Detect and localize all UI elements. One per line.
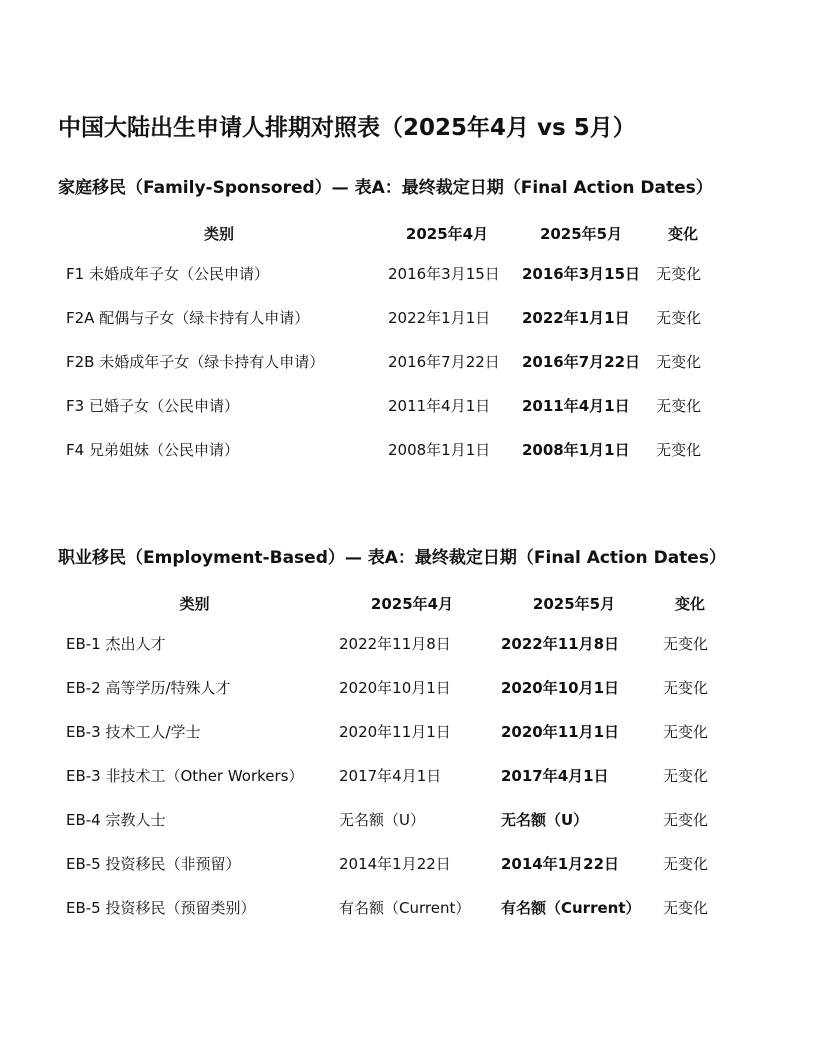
table-row <box>58 427 718 471</box>
april-date-cell: 2020年10月1日 <box>339 678 451 697</box>
table-row <box>58 383 718 427</box>
april-date-cell: 2020年11月1日 <box>339 722 451 741</box>
may-date-cell: 2011年4月1日 <box>522 396 630 415</box>
table-row <box>58 295 718 339</box>
may-date-cell: 有名额（Current） <box>501 898 641 917</box>
table-row <box>58 885 725 929</box>
category-cell: F2B 未婚成年子女（绿卡持有人申请） <box>66 352 325 371</box>
table-row <box>58 621 725 665</box>
april-date-cell: 2008年1月1日 <box>388 440 491 459</box>
column-header-april: 2025年4月 <box>370 594 454 613</box>
may-date-cell: 2016年3月15日 <box>522 264 641 283</box>
april-date-cell: 2014年1月22日 <box>339 854 451 873</box>
april-date-cell: 无名额（U） <box>339 810 425 829</box>
table-row <box>58 339 718 383</box>
table-row <box>58 665 725 709</box>
document-page <box>58 108 758 929</box>
family-section-heading: 家庭移民（Family-Sponsored）— 表A：最终裁定日期（Final Action Dates） <box>58 178 713 198</box>
column-header-may: 2025年5月 <box>539 224 623 243</box>
column-header-april: 2025年4月 <box>405 224 489 243</box>
april-date-cell: 2011年4月1日 <box>388 396 491 415</box>
change-cell: 无变化 <box>663 722 709 741</box>
category-cell: F2A 配偶与子女（绿卡持有人申请） <box>66 308 310 327</box>
change-cell: 无变化 <box>656 352 702 371</box>
table-header-row <box>58 215 718 251</box>
april-date-cell: 2017年4月1日 <box>339 766 442 785</box>
may-date-cell: 2008年1月1日 <box>522 440 630 459</box>
may-date-cell: 无名额（U） <box>501 810 589 829</box>
employment-table <box>58 585 725 929</box>
category-cell: F4 兄弟姐妹（公民申请） <box>66 440 239 459</box>
category-cell: EB-1 杰出人才 <box>66 634 166 653</box>
change-cell: 无变化 <box>656 396 702 415</box>
change-cell: 无变化 <box>663 898 709 917</box>
category-cell: EB-3 非技术工（Other Workers） <box>66 766 304 785</box>
change-cell: 无变化 <box>656 440 702 459</box>
family-table <box>58 215 718 471</box>
column-header-change: 变化 <box>674 594 705 613</box>
category-cell: EB-3 技术工人/学士 <box>66 722 201 741</box>
april-date-cell: 2022年1月1日 <box>388 308 491 327</box>
change-cell: 无变化 <box>663 766 709 785</box>
category-cell: F3 已婚子女（公民申请） <box>66 396 239 415</box>
table-row <box>58 797 725 841</box>
may-date-cell: 2020年11月1日 <box>501 722 620 741</box>
page-title: 中国大陆出生申请人排期对照表（2025年4月 vs 5月） <box>58 115 636 141</box>
table-row <box>58 251 718 295</box>
change-cell: 无变化 <box>663 854 709 873</box>
may-date-cell: 2022年1月1日 <box>522 308 630 327</box>
table-header-row <box>58 585 725 621</box>
april-date-cell: 2016年3月15日 <box>388 264 500 283</box>
may-date-cell: 2020年10月1日 <box>501 678 620 697</box>
column-header-change: 变化 <box>668 224 699 243</box>
change-cell: 无变化 <box>656 308 702 327</box>
change-cell: 无变化 <box>663 634 709 653</box>
change-cell: 无变化 <box>656 264 702 283</box>
change-cell: 无变化 <box>663 678 709 697</box>
category-cell: F1 未婚成年子女（公民申请） <box>66 264 269 283</box>
may-date-cell: 2017年4月1日 <box>501 766 609 785</box>
may-date-cell: 2016年7月22日 <box>522 352 641 371</box>
table-row <box>58 753 725 797</box>
category-cell: EB-2 高等学历/特殊人才 <box>66 678 231 697</box>
table-row <box>58 841 725 885</box>
employment-section-heading: 职业移民（Employment-Based）— 表A：最终裁定日期（Final Action Dates） <box>58 548 726 568</box>
category-cell: EB-5 投资移民（预留类别） <box>66 898 256 917</box>
category-cell: EB-4 宗教人士 <box>66 810 166 829</box>
category-cell: EB-5 投资移民（非预留） <box>66 854 241 873</box>
may-date-cell: 2014年1月22日 <box>501 854 620 873</box>
table-row <box>58 709 725 753</box>
april-date-cell: 有名额（Current） <box>339 898 471 917</box>
april-date-cell: 2016年7月22日 <box>388 352 500 371</box>
may-date-cell: 2022年11月8日 <box>501 634 620 653</box>
change-cell: 无变化 <box>663 810 709 829</box>
column-header-may: 2025年5月 <box>532 594 616 613</box>
april-date-cell: 2022年11月8日 <box>339 634 451 653</box>
column-header-category: 类别 <box>203 224 234 243</box>
column-header-category: 类别 <box>179 594 210 613</box>
